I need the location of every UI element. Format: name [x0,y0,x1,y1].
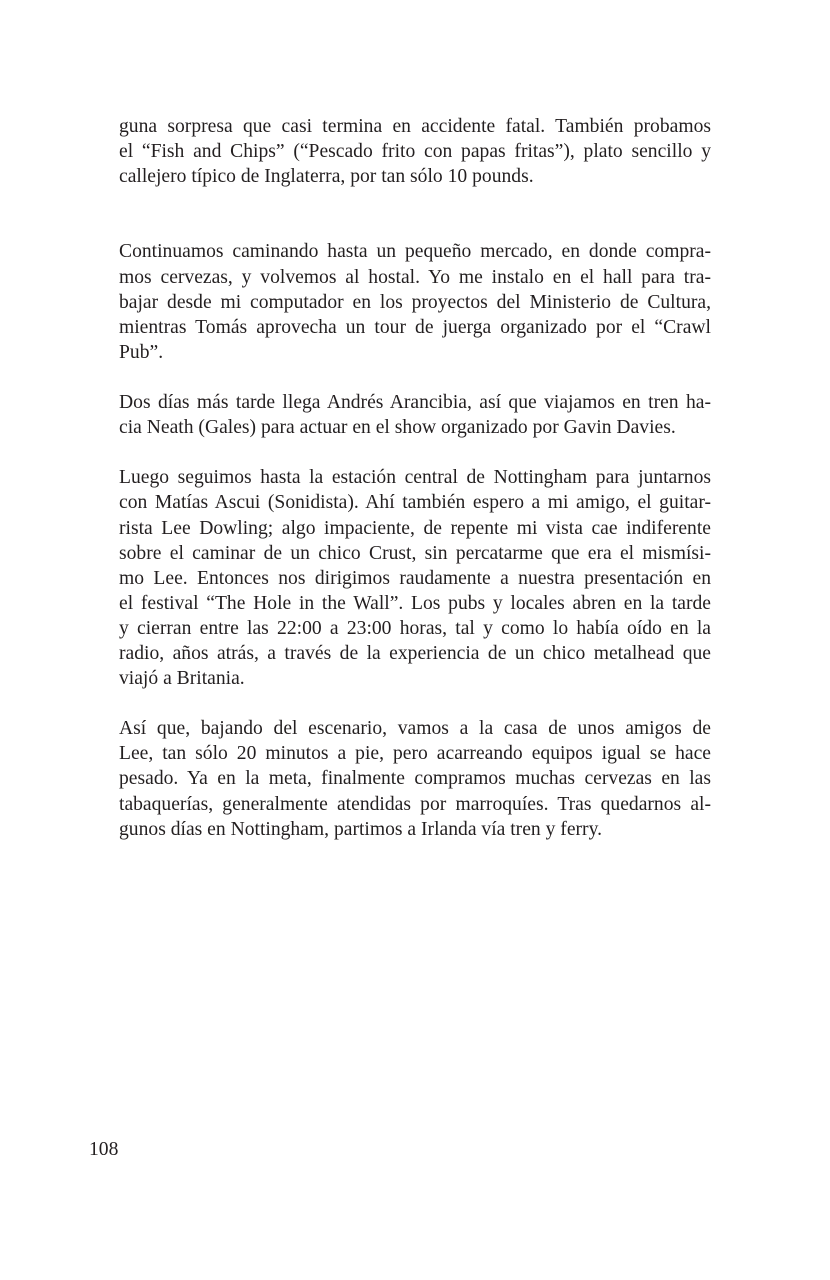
text-line: Así que, bajando del escenario, vamos a la casa de unos amigos de [119,718,711,740]
text-line: el “Fish and Chips” (“Pescado frito con papas fritas”), plato sencillo y [119,141,711,163]
text-line: gunos días en Nottingham, partimos a Irlanda vía tren y ferry. [119,818,602,840]
text-line: cia Neath (Gales) para actuar en el show organizado por Gavin Davies. [119,417,676,439]
text-line: radio, años atrás, a través de la experiencia de un chico metalhead que [119,642,711,664]
paragraph-1 [119,114,711,189]
text-line: Luego seguimos hasta la estación central de Nottingham para juntarnos [119,467,711,489]
text-line: tabaquerías, generalmente atendidas por marroquíes. Tras quedarnos al- [119,793,711,815]
text-line: callejero típico de Inglaterra, por tan sólo 10 pounds. [119,166,534,188]
text-line: mos cervezas, y volvemos al hostal. Yo me instalo en el hall para tra- [119,266,711,288]
paragraph-3 [119,390,711,440]
text-line: Pub”. [119,341,164,363]
text-line: y cierran entre las 22:00 a 23:00 horas, tal y como lo había oído en la [119,617,711,639]
text-line: con Matías Ascui (Sonidista). Ahí también espero a mi amigo, el guitar- [119,492,711,514]
text-line: el festival “The Hole in the Wall”. Los pubs y locales abren en la tarde [119,592,711,614]
paragraph-2 [119,239,711,364]
text-line: pesado. Ya en la meta, finalmente compramos muchas cervezas en las [119,768,711,790]
paragraph-5 [119,716,711,841]
page-number: 108 [89,1139,119,1160]
body-text [119,114,711,842]
text-line: sobre el caminar de un chico Crust, sin percatarme que era el mismísi- [119,542,711,564]
text-line: rista Lee Dowling; algo impaciente, de repente mi vista cae indiferente [119,517,711,539]
text-line: bajar desde mi computador en los proyectos del Ministerio de Cultura, [119,291,711,313]
text-line: mientras Tomás aprovecha un tour de juerga organizado por el “Crawl [119,316,711,338]
text-line: Dos días más tarde llega Andrés Arancibia, así que viajamos en tren ha- [119,392,711,414]
text-line: viajó a Britania. [119,668,245,690]
paragraph-4 [119,465,711,691]
text-line: Continuamos caminando hasta un pequeño mercado, en donde compra- [119,241,711,263]
text-line: mo Lee. Entonces nos dirigimos raudamente a nuestra presentación en [119,567,711,589]
text-line: guna sorpresa que casi termina en accidente fatal. También probamos [119,116,711,137]
text-line: Lee, tan sólo 20 minutos a pie, pero acarreando equipos igual se hace [119,743,711,765]
